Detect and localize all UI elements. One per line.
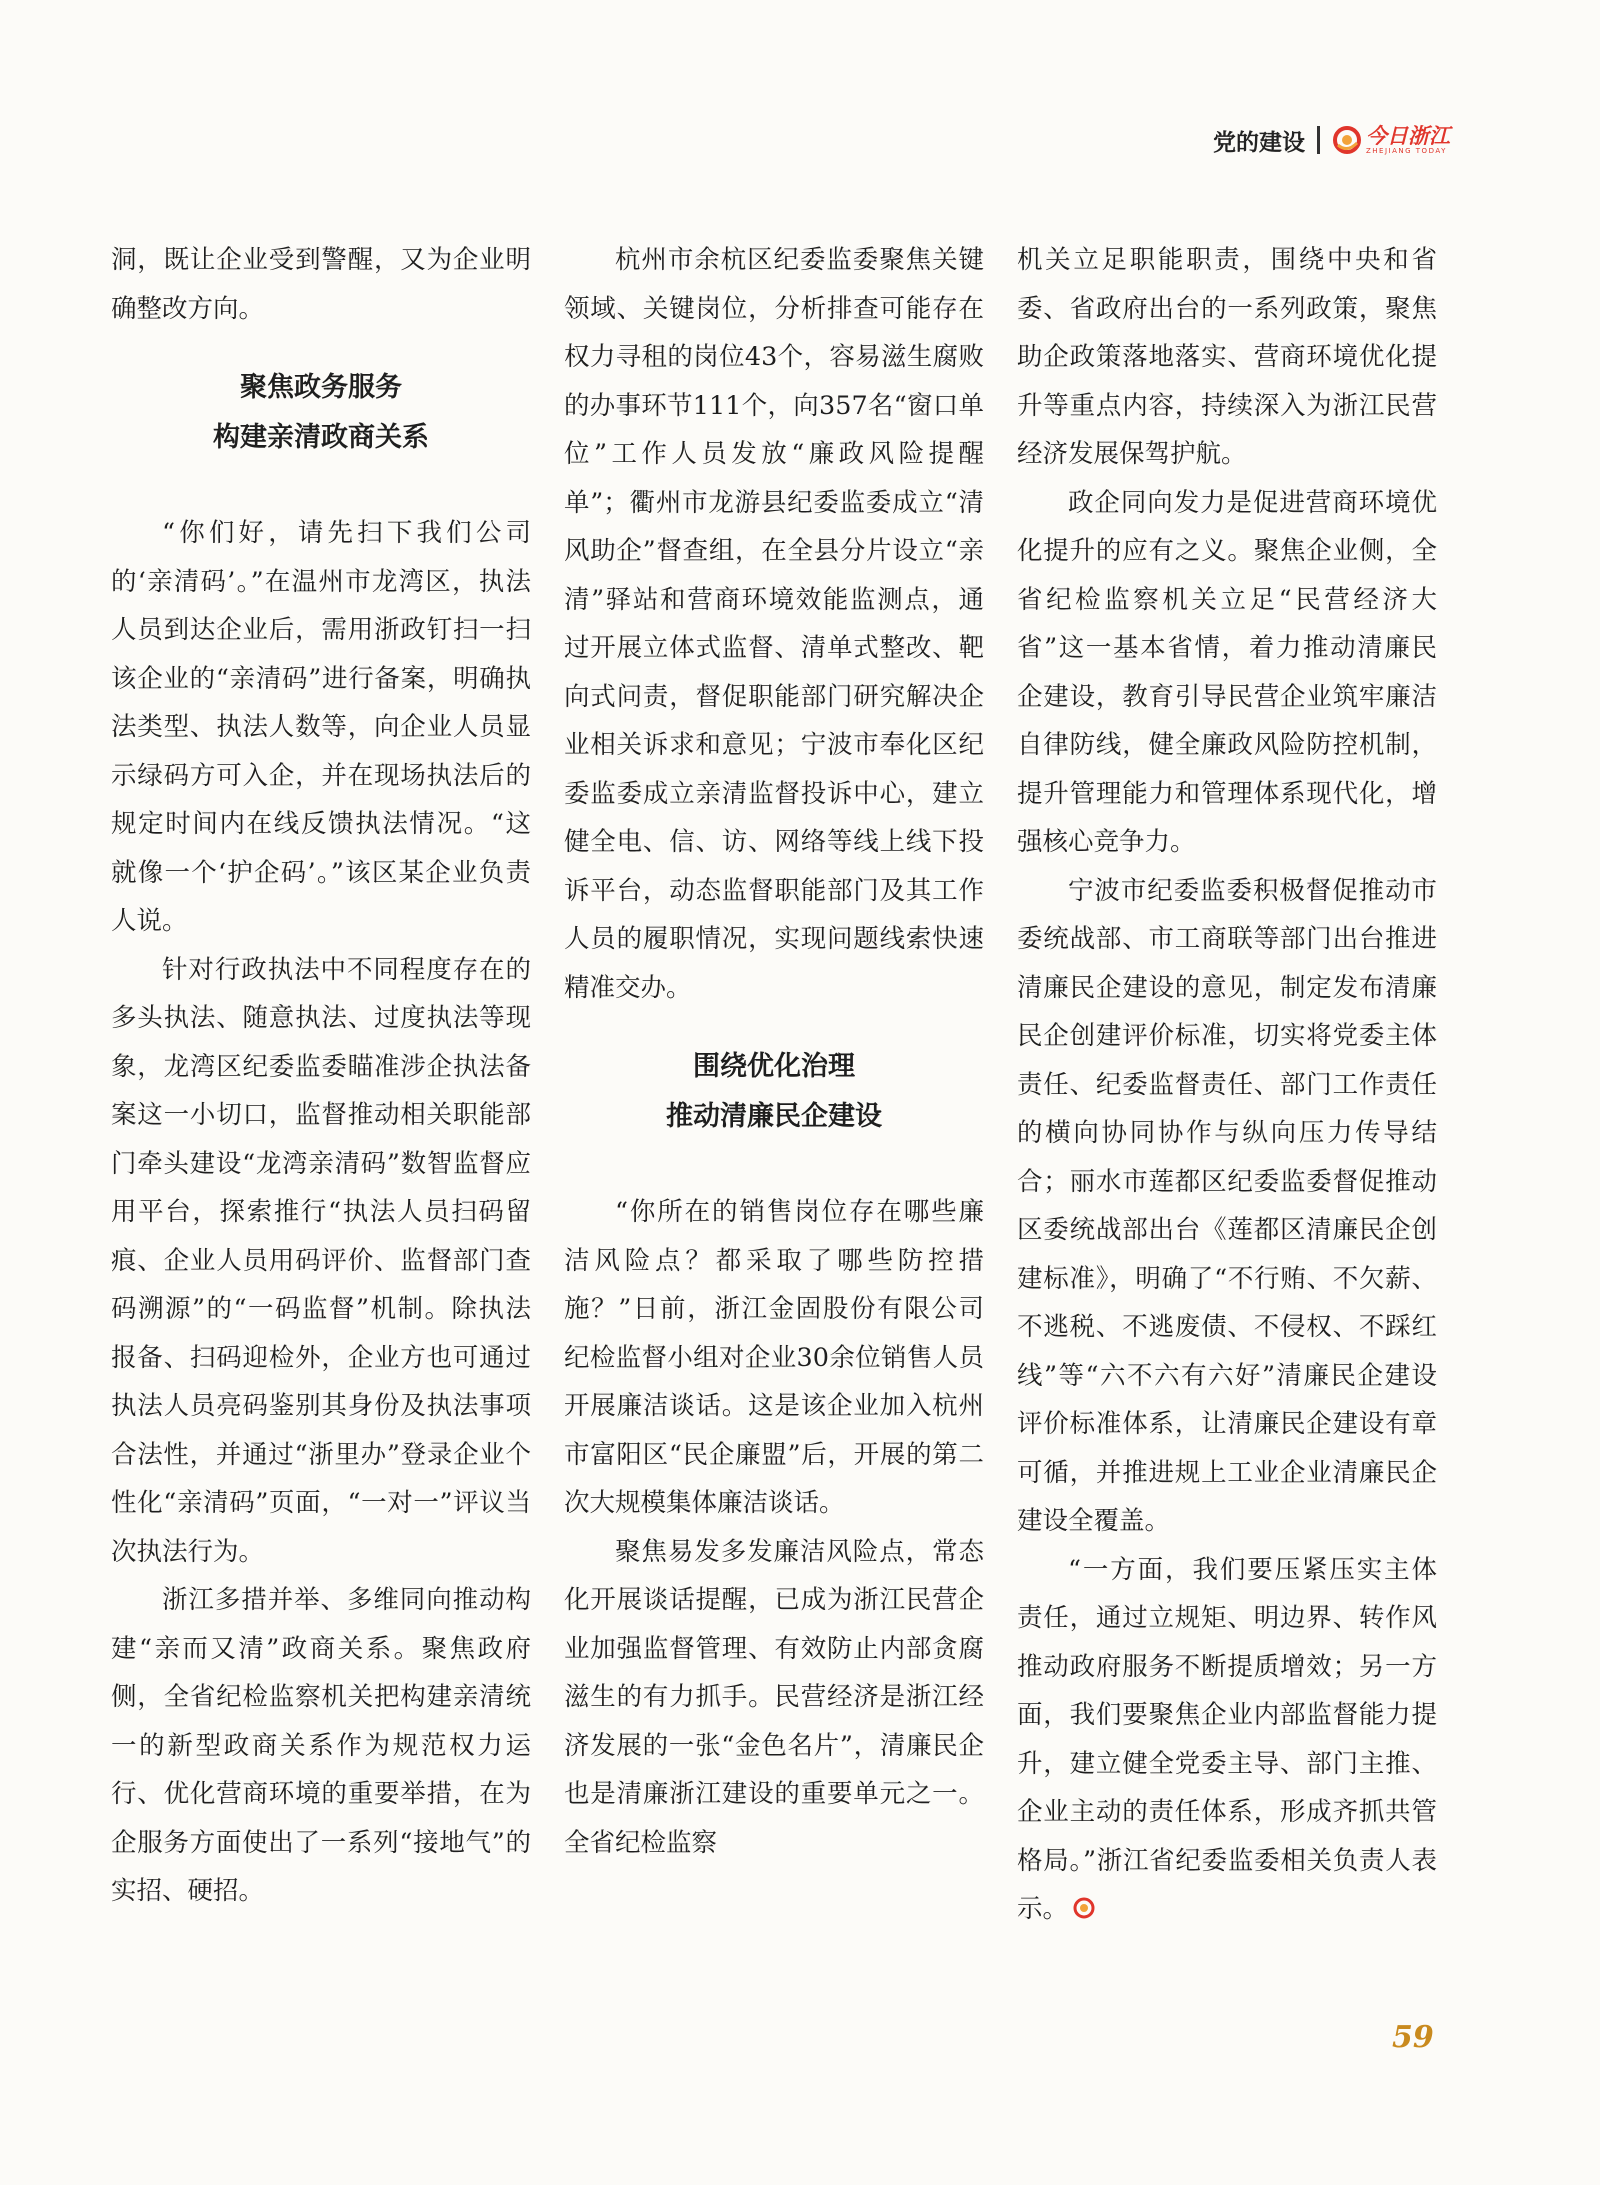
paragraph: 杭州市余杭区纪委监委聚焦关键领域、关键岗位，分析排查可能存在权力寻租的岗位43个，容易滋生腐败的办事环节111个，向357名“窗口单位”工作人员发放“廉政风险提醒单”；衢州市龙游县纪委监委成立“清风助企”督查组，在全县分片设立“亲清”驿站和营商环境效能监测点，通过开展立体式监督、清单式整改、靶向式问责，督促职能部门研究解决企业相关诉求和意见；宁波市奉化区纪委监委成立亲清监督投诉中心，建立健全电、信、访、网络等线上线下投诉平台，动态监督职能部门及其工作人员的履职情况，实现问题线索快速精准交办。	[564, 245, 984, 1003]
paragraph: 浙江多措并举、多维同向推动构建“亲而又清”政商关系。聚焦政府侧，全省纪检监察机关把构建亲清统一的新型政商关系作为规范权力运行、优化营商环境的重要举措，在为企服务方面使出了一系列“接地气”的实招、硬招。	[111, 1585, 531, 1906]
heading-line: 构建亲清政商关系	[213, 422, 429, 453]
magazine-logo	[1332, 125, 1450, 155]
heading-line: 推动清廉民企建设	[666, 1101, 882, 1132]
article-column-1	[111, 236, 531, 1916]
section-heading	[111, 363, 531, 463]
page-number: 59	[1392, 2020, 1434, 2055]
paragraph: “你们好，请先扫下我们公司的‘亲清码’。”在温州市龙湾区，执法人员到达企业后，需用浙政钉扫一扫该企业的“亲清码”进行备案，明确执法类型、执法人数等，向企业人员显示绿码方可入企，并在现场执法后的规定时间内在线反馈执法情况。“这就像一个‘护企码’。”该区某企业负责人说。	[111, 518, 531, 936]
paragraph: 机关立足职能职责，围绕中央和省委、省政府出台的一系列政策，聚焦助企政策落地落实、营商环境优化提升等重点内容，持续深入为浙江民营经济发展保驾护航。	[1017, 245, 1437, 469]
logo-swirl-icon	[1332, 125, 1362, 155]
article-column-3	[1017, 236, 1437, 1934]
header-divider	[1317, 126, 1320, 154]
article-column-2	[564, 236, 984, 1867]
paragraph: “你所在的销售岗位存在哪些廉洁风险点？都采取了哪些防控措施？”日前，浙江金固股份有限公司纪检监督小组对企业30余位销售人员开展廉洁谈话。这是该企业加入杭州市富阳区“民企廉盟”后，开展的第二次大规模集体廉洁谈话。	[564, 1197, 984, 1518]
paragraph	[1017, 1546, 1437, 1934]
paragraph: 针对行政执法中不同程度存在的多头执法、随意执法、过度执法等现象，龙湾区纪委监委瞄准涉企执法备案这一小切口，监督推动相关职能部门牵头建设“龙湾亲清码”数智监督应用平台，探索推行“执法人员扫码留痕、企业人员用码评价、监督部门查码溯源”的“一码监督”机制。除执法报备、扫码迎检外，企业方也可通过执法人员亮码鉴别其身份及执法事项合法性，并通过“浙里办”登录企业个性化“亲清码”页面，“一对一”评议当次执法行为。	[111, 954, 531, 1567]
article-end-icon	[1072, 1896, 1096, 1920]
paragraph: 洞，既让企业受到警醒，又为企业明确整改方向。	[111, 245, 531, 324]
paragraph: 聚焦易发多发廉洁风险点，常态化开展谈话提醒，已成为浙江民营企业加强监督管理、有效防止内部贪腐滋生的有力抓手。民营经济是浙江经济发展的一张“金色名片”，清廉民企也是清廉浙江建设的重要单元之一。全省纪检监察	[564, 1536, 984, 1858]
section-label: 党的建设	[1213, 129, 1305, 156]
section-heading	[564, 1042, 984, 1142]
paragraph: 宁波市纪委监委积极督促推动市委统战部、市工商联等部门出台推进清廉民企建设的意见，制定发布清廉民企创建评价标准，切实将党委主体责任、纪委监督责任、部门工作责任的横向协同协作与纵向压力传导结合；丽水市莲都区纪委监委督促推动区委统战部出台《莲都区清廉民企创建标准》，明确了“不行贿、不欠薪、不逃税、不逃废债、不侵权、不踩红线”等“六不六有六好”清廉民企建设评价标准体系，让清廉民企建设有章可循，并推进规上工业企业清廉民企建设全覆盖。	[1017, 875, 1437, 1536]
heading-line: 聚焦政务服务	[240, 372, 402, 403]
heading-line: 围绕优化治理	[693, 1051, 855, 1082]
paragraph: 政企同向发力是促进营商环境优化提升的应有之义。聚焦企业侧，全省纪检监察机关立足“民营经济大省”这一基本省情，着力推动清廉民企建设，教育引导民营企业筑牢廉洁自律防线，健全廉政风险防控机制，提升管理能力和管理体系现代化，增强核心竞争力。	[1017, 487, 1437, 857]
page-header	[1213, 118, 1450, 162]
logo-wordmark: 今日浙江	[1366, 123, 1450, 148]
paragraph-text: “一方面，我们要压紧压实主体责任，通过立规矩、明边界、转作风推动政府服务不断提质增效；另一方面，我们要聚焦企业内部监督能力提升，建立健全党委主导、部门主推、企业主动的责任体系，形成齐抓共管格局。”浙江省纪委监委相关负责人表示。	[1017, 1554, 1437, 1924]
logo-subtitle: ZHEJIANG TODAY	[1366, 147, 1447, 155]
